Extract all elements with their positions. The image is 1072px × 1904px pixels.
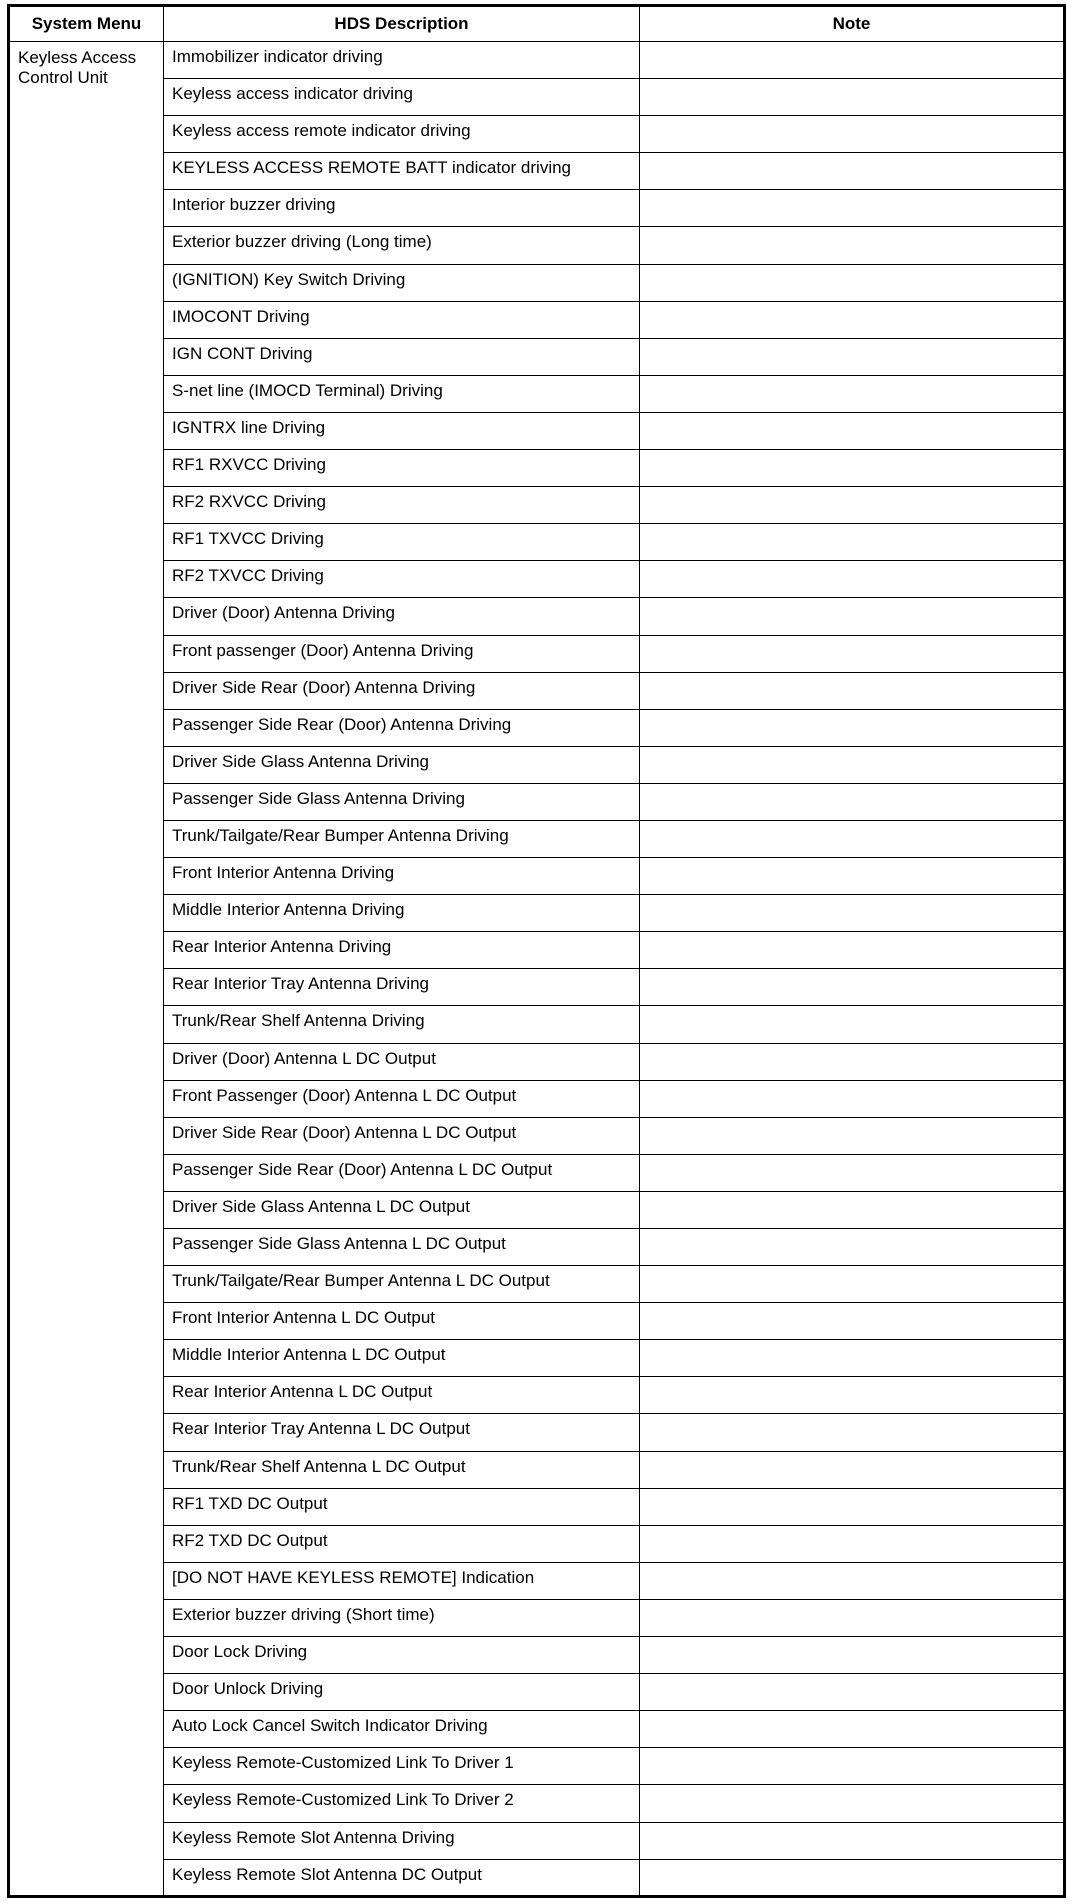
hds-description-cell: Trunk/Tailgate/Rear Bumper Antenna L DC Output: [164, 1266, 640, 1303]
table-row: [9, 1785, 1065, 1822]
hds-description-cell: Trunk/Rear Shelf Antenna Driving: [164, 1006, 640, 1043]
note-cell: [640, 1006, 1065, 1043]
hds-description-cell: Passenger Side Glass Antenna L DC Output: [164, 1229, 640, 1266]
hds-description-cell: [DO NOT HAVE KEYLESS REMOTE] Indication: [164, 1562, 640, 1599]
hds-description-cell: Middle Interior Antenna Driving: [164, 895, 640, 932]
note-cell: [640, 1785, 1065, 1822]
note-cell: [640, 709, 1065, 746]
hds-description-cell: Exterior buzzer driving (Long time): [164, 227, 640, 264]
note-cell: [640, 1711, 1065, 1748]
table-row: [9, 820, 1065, 857]
header-hds-description: HDS Description: [164, 6, 640, 42]
hds-description-cell: Rear Interior Antenna L DC Output: [164, 1377, 640, 1414]
hds-description-cell: IGN CONT Driving: [164, 338, 640, 375]
hds-description-cell: Exterior buzzer driving (Short time): [164, 1599, 640, 1636]
hds-description-cell: Front passenger (Door) Antenna Driving: [164, 635, 640, 672]
table-row: [9, 375, 1065, 412]
note-cell: [640, 783, 1065, 820]
hds-description-cell: Driver Side Rear (Door) Antenna Driving: [164, 672, 640, 709]
note-cell: [640, 264, 1065, 301]
table-row: [9, 412, 1065, 449]
table-row: [9, 1303, 1065, 1340]
table-row: [9, 1191, 1065, 1228]
table-row: [9, 1080, 1065, 1117]
hds-description-cell: (IGNITION) Key Switch Driving: [164, 264, 640, 301]
note-cell: [640, 1488, 1065, 1525]
hds-description-cell: S-net line (IMOCD Terminal) Driving: [164, 375, 640, 412]
table-row: [9, 746, 1065, 783]
note-cell: [640, 1822, 1065, 1859]
hds-description-cell: Rear Interior Tray Antenna Driving: [164, 969, 640, 1006]
note-cell: [640, 487, 1065, 524]
table-row: [9, 153, 1065, 190]
note-cell: [640, 1266, 1065, 1303]
hds-description-cell: IMOCONT Driving: [164, 301, 640, 338]
table-row: [9, 635, 1065, 672]
table-row: [9, 858, 1065, 895]
note-cell: [640, 524, 1065, 561]
hds-description-cell: RF1 RXVCC Driving: [164, 450, 640, 487]
note-cell: [640, 1599, 1065, 1636]
hds-description-cell: Keyless Remote-Customized Link To Driver 2: [164, 1785, 640, 1822]
table-row: [9, 895, 1065, 932]
hds-description-cell: Driver Side Rear (Door) Antenna L DC Output: [164, 1117, 640, 1154]
table-row: [9, 1377, 1065, 1414]
hds-description-cell: Driver (Door) Antenna L DC Output: [164, 1043, 640, 1080]
hds-description-cell: RF1 TXVCC Driving: [164, 524, 640, 561]
header-system-menu: System Menu: [9, 6, 164, 42]
table-row: [9, 42, 1065, 79]
header-note: Note: [640, 6, 1065, 42]
note-cell: [640, 1080, 1065, 1117]
table-row: [9, 969, 1065, 1006]
table-row: [9, 1451, 1065, 1488]
table-row: [9, 1266, 1065, 1303]
table-header-row: [9, 6, 1065, 42]
note-cell: [640, 1674, 1065, 1711]
note-cell: [640, 116, 1065, 153]
table-row: [9, 1006, 1065, 1043]
hds-description-cell: RF2 RXVCC Driving: [164, 487, 640, 524]
hds-description-cell: Immobilizer indicator driving: [164, 42, 640, 79]
table-row: [9, 450, 1065, 487]
table-row: [9, 1488, 1065, 1525]
table-row: [9, 1340, 1065, 1377]
table-row: [9, 1154, 1065, 1191]
table-row: [9, 1229, 1065, 1266]
hds-description-cell: Trunk/Rear Shelf Antenna L DC Output: [164, 1451, 640, 1488]
note-cell: [640, 1340, 1065, 1377]
hds-description-cell: KEYLESS ACCESS REMOTE BATT indicator driving: [164, 153, 640, 190]
note-cell: [640, 1154, 1065, 1191]
note-cell: [640, 561, 1065, 598]
hds-description-cell: Keyless Remote Slot Antenna DC Output: [164, 1859, 640, 1896]
hds-description-cell: Middle Interior Antenna L DC Output: [164, 1340, 640, 1377]
table-row: [9, 1414, 1065, 1451]
table-row: [9, 338, 1065, 375]
table-row: [9, 116, 1065, 153]
system-menu-cell: Keyless Access Control Unit: [9, 42, 164, 1897]
hds-description-cell: Keyless Remote-Customized Link To Driver 1: [164, 1748, 640, 1785]
table-row: [9, 1674, 1065, 1711]
note-cell: [640, 79, 1065, 116]
table-row: [9, 1637, 1065, 1674]
table-row: [9, 1748, 1065, 1785]
table-row: [9, 264, 1065, 301]
hds-description-cell: Auto Lock Cancel Switch Indicator Driving: [164, 1711, 640, 1748]
table-row: [9, 1711, 1065, 1748]
hds-description-cell: Driver (Door) Antenna Driving: [164, 598, 640, 635]
hds-description-cell: Rear Interior Tray Antenna L DC Output: [164, 1414, 640, 1451]
note-cell: [640, 820, 1065, 857]
table-body: [9, 42, 1065, 1897]
table-row: [9, 1043, 1065, 1080]
note-cell: [640, 1377, 1065, 1414]
note-cell: [640, 672, 1065, 709]
hds-table-sheet: [7, 4, 1063, 1898]
note-cell: [640, 338, 1065, 375]
note-cell: [640, 746, 1065, 783]
note-cell: [640, 1859, 1065, 1896]
note-cell: [640, 42, 1065, 79]
note-cell: [640, 1303, 1065, 1340]
hds-description-cell: Keyless access remote indicator driving: [164, 116, 640, 153]
hds-description-cell: Front Interior Antenna Driving: [164, 858, 640, 895]
table-row: [9, 672, 1065, 709]
hds-description-cell: Driver Side Glass Antenna L DC Output: [164, 1191, 640, 1228]
note-cell: [640, 1748, 1065, 1785]
note-cell: [640, 450, 1065, 487]
hds-description-cell: Front Interior Antenna L DC Output: [164, 1303, 640, 1340]
note-cell: [640, 1191, 1065, 1228]
hds-description-cell: Front Passenger (Door) Antenna L DC Output: [164, 1080, 640, 1117]
hds-description-cell: Driver Side Glass Antenna Driving: [164, 746, 640, 783]
note-cell: [640, 1414, 1065, 1451]
hds-description-table: [7, 4, 1066, 1898]
note-cell: [640, 1451, 1065, 1488]
table-row: [9, 1525, 1065, 1562]
note-cell: [640, 1562, 1065, 1599]
hds-description-cell: Trunk/Tailgate/Rear Bumper Antenna Driving: [164, 820, 640, 857]
hds-description-cell: Passenger Side Glass Antenna Driving: [164, 783, 640, 820]
note-cell: [640, 412, 1065, 449]
hds-description-cell: RF2 TXD DC Output: [164, 1525, 640, 1562]
table-row: [9, 487, 1065, 524]
table-row: [9, 301, 1065, 338]
table-row: [9, 598, 1065, 635]
table-row: [9, 524, 1065, 561]
hds-description-cell: Interior buzzer driving: [164, 190, 640, 227]
hds-description-cell: Keyless access indicator driving: [164, 79, 640, 116]
note-cell: [640, 1117, 1065, 1154]
hds-description-cell: Passenger Side Rear (Door) Antenna Driving: [164, 709, 640, 746]
note-cell: [640, 375, 1065, 412]
table-row: [9, 190, 1065, 227]
hds-description-cell: IGNTRX line Driving: [164, 412, 640, 449]
table-row: [9, 1859, 1065, 1896]
table-row: [9, 79, 1065, 116]
hds-description-cell: Keyless Remote Slot Antenna Driving: [164, 1822, 640, 1859]
table-row: [9, 932, 1065, 969]
note-cell: [640, 301, 1065, 338]
note-cell: [640, 153, 1065, 190]
table-row: [9, 709, 1065, 746]
table-row: [9, 1562, 1065, 1599]
hds-description-cell: RF1 TXD DC Output: [164, 1488, 640, 1525]
hds-description-cell: Passenger Side Rear (Door) Antenna L DC Output: [164, 1154, 640, 1191]
note-cell: [640, 969, 1065, 1006]
note-cell: [640, 1043, 1065, 1080]
note-cell: [640, 1525, 1065, 1562]
note-cell: [640, 1637, 1065, 1674]
hds-description-cell: Door Lock Driving: [164, 1637, 640, 1674]
hds-description-cell: RF2 TXVCC Driving: [164, 561, 640, 598]
note-cell: [640, 598, 1065, 635]
note-cell: [640, 190, 1065, 227]
table-row: [9, 1599, 1065, 1636]
hds-description-cell: Door Unlock Driving: [164, 1674, 640, 1711]
hds-description-cell: Rear Interior Antenna Driving: [164, 932, 640, 969]
note-cell: [640, 635, 1065, 672]
table-row: [9, 783, 1065, 820]
table-row: [9, 1117, 1065, 1154]
note-cell: [640, 1229, 1065, 1266]
note-cell: [640, 895, 1065, 932]
table-row: [9, 227, 1065, 264]
table-row: [9, 561, 1065, 598]
note-cell: [640, 227, 1065, 264]
note-cell: [640, 932, 1065, 969]
table-row: [9, 1822, 1065, 1859]
note-cell: [640, 858, 1065, 895]
